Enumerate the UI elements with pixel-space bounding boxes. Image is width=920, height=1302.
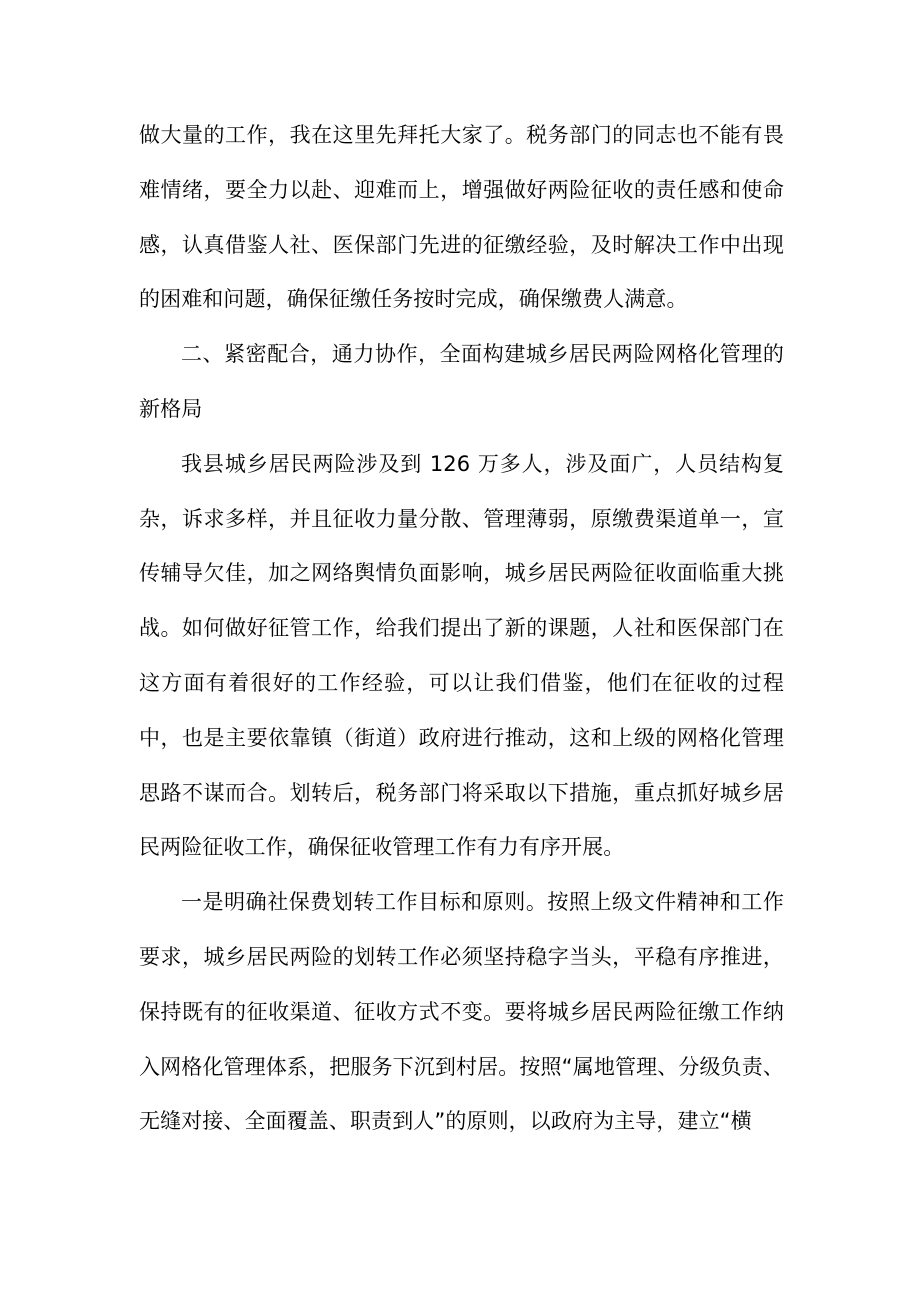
section-heading: 二、紧密配合，通力协作，全面构建城乡居民两险网格化管理的新格局: [139, 342, 784, 421]
paragraph: 我县城乡居民两险涉及到 126 万多人，涉及面广，人员结构复杂，诉求多样，并且征收力量分散、管理薄弱，原缴费渠道单一，宣传辅导欠佳，加之网络舆情负面影响，城乡居民两险征收面临重大挑战。如何做好征管工作，给我们提出了新的课题，人社和医保部门在这方面有着很好的工作经验，可以让我们借鉴，他们在征收的过程中，也是主要依靠镇（街道）政府进行推动，这和上级的网格化管理思路不谋而合。划转后，税务部门将采取以下措施，重点抓好城乡居民两险征收工作，确保征收管理工作有力有序开展。: [139, 451, 784, 860]
document-body: [139, 108, 784, 1149]
paragraph-continuation: 做大量的工作，我在这里先拜托大家了。税务部门的同志也不能有畏难情绪，要全力以赴、迎难而上，增强做好两险征收的责任感和使命感，认真借鉴人社、医保部门先进的征缴经验，及时解决工作中出现的困难和问题，确保征缴任务按时完成，确保缴费人满意。: [139, 123, 784, 312]
paragraph: 一是明确社保费划转工作目标和原则。按照上级文件精神和工作要求，城乡居民两险的划转工作必须坚持稳字当头，平稳有序推进，保持既有的征收渠道、征收方式不变。要将城乡居民两险征缴工作纳入网格化管理体系，把服务下沉到村居。按照“属地管理、分级负责、无缝对接、全面覆盖、职责到人”的原则，以政府为主导，建立“横: [139, 890, 784, 1134]
